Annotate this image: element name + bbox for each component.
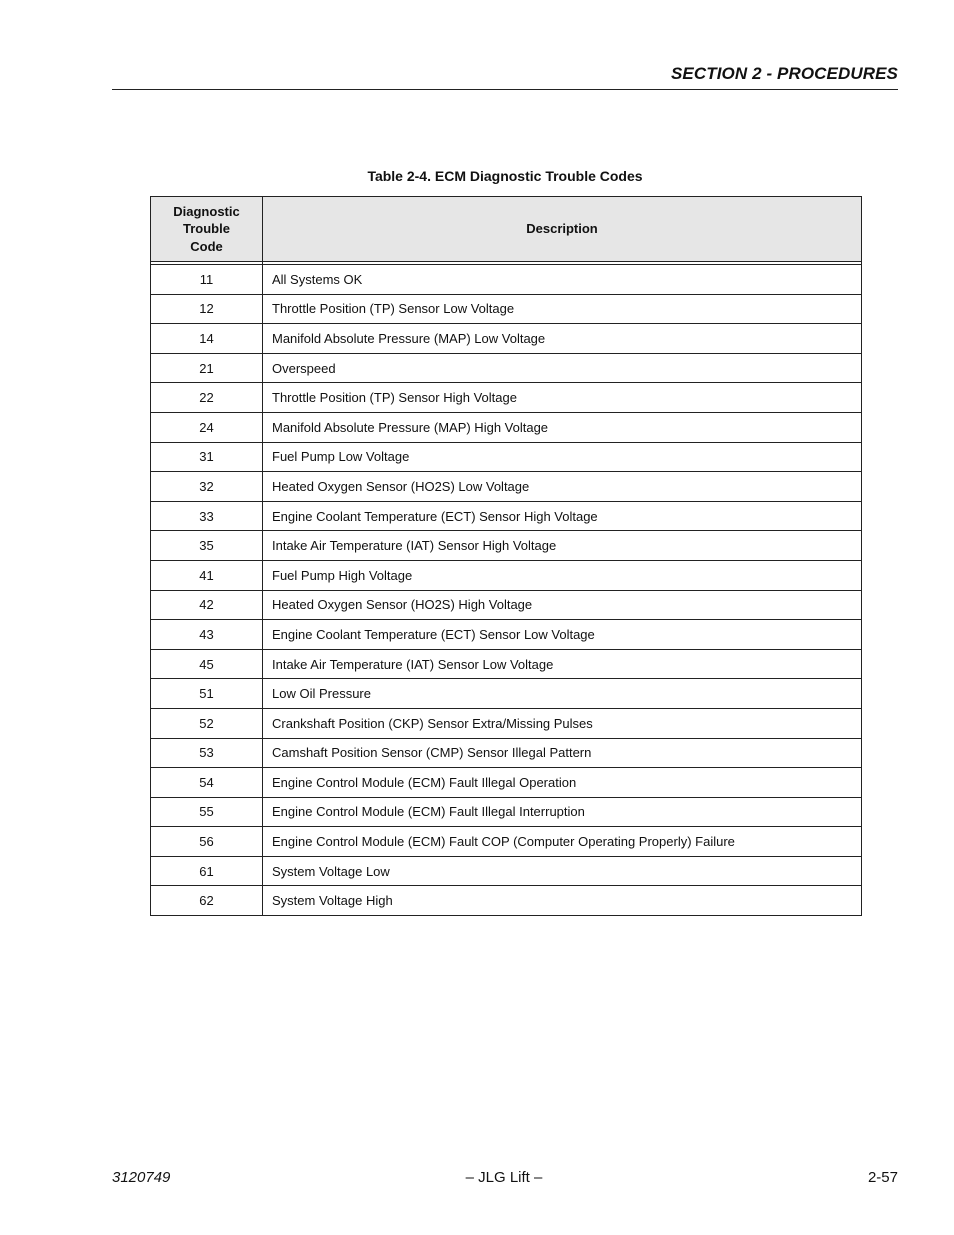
dtc-code-cell: 56 bbox=[151, 827, 263, 857]
dtc-description-cell: All Systems OK bbox=[263, 265, 862, 295]
dtc-code-cell: 11 bbox=[151, 265, 263, 295]
table-row bbox=[151, 738, 862, 768]
dtc-code-cell: 41 bbox=[151, 560, 263, 590]
dtc-description-cell: Engine Coolant Temperature (ECT) Sensor High Voltage bbox=[263, 501, 862, 531]
code-header-line: Code bbox=[190, 238, 223, 254]
table-row bbox=[151, 768, 862, 798]
dtc-description-cell: Manifold Absolute Pressure (MAP) High Voltage bbox=[263, 412, 862, 442]
table-row bbox=[151, 856, 862, 886]
table-row bbox=[151, 294, 862, 324]
table-row bbox=[151, 886, 862, 916]
dtc-description-cell: Fuel Pump High Voltage bbox=[263, 560, 862, 590]
dtc-description-cell: Low Oil Pressure bbox=[263, 679, 862, 709]
description-column-header: Description bbox=[263, 197, 862, 262]
table-row bbox=[151, 412, 862, 442]
dtc-description-cell: Heated Oxygen Sensor (HO2S) Low Voltage bbox=[263, 472, 862, 502]
dtc-description-cell: Heated Oxygen Sensor (HO2S) High Voltage bbox=[263, 590, 862, 620]
dtc-description-cell: Engine Coolant Temperature (ECT) Sensor Low Voltage bbox=[263, 620, 862, 650]
dtc-code-cell: 21 bbox=[151, 353, 263, 383]
table-row bbox=[151, 353, 862, 383]
table-row bbox=[151, 531, 862, 561]
dtc-table bbox=[150, 196, 862, 916]
code-column-header bbox=[151, 197, 263, 262]
table-row bbox=[151, 560, 862, 590]
table-row bbox=[151, 590, 862, 620]
table-row bbox=[151, 383, 862, 413]
dtc-code-cell: 32 bbox=[151, 472, 263, 502]
dtc-code-cell: 61 bbox=[151, 856, 263, 886]
table-row bbox=[151, 324, 862, 354]
dtc-description-cell: Engine Control Module (ECM) Fault COP (Computer Operating Properly) Failure bbox=[263, 827, 862, 857]
dtc-description-cell: Intake Air Temperature (IAT) Sensor High Voltage bbox=[263, 531, 862, 561]
dtc-description-cell: Overspeed bbox=[263, 353, 862, 383]
table-row bbox=[151, 679, 862, 709]
page-number: 2-57 bbox=[867, 1169, 898, 1186]
dtc-description-cell: Engine Control Module (ECM) Fault Illegal Interruption bbox=[263, 797, 862, 827]
dtc-description-cell: Camshaft Position Sensor (CMP) Sensor Illegal Pattern bbox=[263, 738, 862, 768]
table-row bbox=[151, 442, 862, 472]
dtc-code-cell: 24 bbox=[151, 412, 263, 442]
dtc-code-cell: 31 bbox=[151, 442, 263, 472]
table-row bbox=[151, 472, 862, 502]
dtc-description-cell: Engine Control Module (ECM) Fault Illegal Operation bbox=[263, 768, 862, 798]
section-header: SECTION 2 - PROCEDURES bbox=[670, 64, 898, 83]
dtc-code-cell: 33 bbox=[151, 501, 263, 531]
table-row bbox=[151, 827, 862, 857]
dtc-code-cell: 12 bbox=[151, 294, 263, 324]
dtc-description-cell: Crankshaft Position (CKP) Sensor Extra/Missing Pulses bbox=[263, 708, 862, 738]
dtc-description-cell: Intake Air Temperature (IAT) Sensor Low Voltage bbox=[263, 649, 862, 679]
dtc-description-cell: System Voltage High bbox=[263, 886, 862, 916]
table-row bbox=[151, 649, 862, 679]
dtc-code-cell: 62 bbox=[151, 886, 263, 916]
dtc-code-cell: 35 bbox=[151, 531, 263, 561]
dtc-code-cell: 55 bbox=[151, 797, 263, 827]
table-row bbox=[151, 501, 862, 531]
table-row bbox=[151, 708, 862, 738]
table-row bbox=[151, 265, 862, 295]
dtc-description-cell: Fuel Pump Low Voltage bbox=[263, 442, 862, 472]
dtc-description-cell: Throttle Position (TP) Sensor Low Voltage bbox=[263, 294, 862, 324]
table-header-row bbox=[151, 197, 862, 262]
table-row bbox=[151, 620, 862, 650]
dtc-code-cell: 45 bbox=[151, 649, 263, 679]
dtc-code-cell: 51 bbox=[151, 679, 263, 709]
dtc-code-cell: 43 bbox=[151, 620, 263, 650]
header-rule bbox=[112, 89, 898, 90]
table-title: Table 2-4. ECM Diagnostic Trouble Codes bbox=[367, 168, 643, 184]
dtc-description-cell: System Voltage Low bbox=[263, 856, 862, 886]
dtc-description-cell: Manifold Absolute Pressure (MAP) Low Voltage bbox=[263, 324, 862, 354]
dtc-code-cell: 14 bbox=[151, 324, 263, 354]
code-header-line: Trouble bbox=[183, 221, 230, 237]
dtc-code-cell: 52 bbox=[151, 708, 263, 738]
dtc-description-cell: Throttle Position (TP) Sensor High Voltage bbox=[263, 383, 862, 413]
dtc-code-cell: 42 bbox=[151, 590, 263, 620]
dtc-code-cell: 22 bbox=[151, 383, 263, 413]
doc-number: 3120749 bbox=[112, 1169, 171, 1186]
code-header-line: Diagnostic bbox=[173, 203, 240, 219]
dtc-code-cell: 54 bbox=[151, 768, 263, 798]
table-row bbox=[151, 797, 862, 827]
footer-brand: – JLG Lift – bbox=[465, 1169, 543, 1186]
dtc-code-cell: 53 bbox=[151, 738, 263, 768]
